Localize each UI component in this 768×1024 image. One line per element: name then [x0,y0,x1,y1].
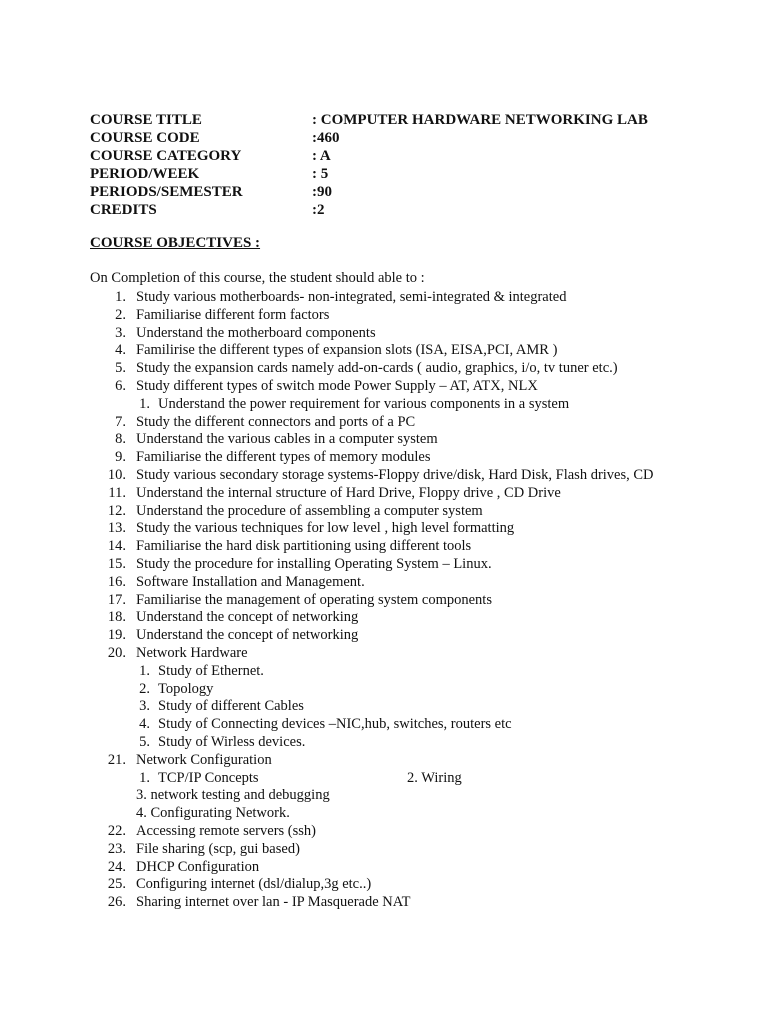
list-item [0,841,768,859]
item-text: TCP/IP Concepts [158,769,259,786]
item-number: 2. [139,680,150,697]
course-category-row [90,147,730,165]
item-number: 18. [107,609,126,626]
objectives-heading: COURSE OBJECTIVES : [90,235,261,251]
item-text: Network Configuration [136,751,272,768]
course-title-row [90,111,730,129]
item-number: 1. [115,289,126,305]
item-text: Familiarise the management of operating system components [136,591,492,608]
list-item [0,503,768,521]
course-category-label: COURSE CATEGORY [90,148,242,164]
list-item [0,627,768,645]
item-text: Study the procedure for installing Operating System – Linux. [136,555,492,572]
course-title-value: : COMPUTER HARDWARE NETWORKING LAB [312,112,648,128]
item-number: 13. [107,520,126,537]
item-text: Sharing internet over lan - IP Masquerade NAT [136,894,411,911]
item-number: 1. [139,769,150,786]
item-number: 11. [108,484,126,501]
item-text: Understand the motherboard components [136,324,376,341]
credits-label: CREDITS [90,202,157,218]
period-week-label: PERIOD/WEEK [90,166,200,182]
list-item [0,876,768,894]
item-number: 22. [107,822,126,839]
item-number: 6. [115,377,126,394]
item-text: Network Hardware [136,644,248,661]
item-number: 23. [107,840,126,857]
item-number: 12. [107,502,126,519]
item-text: 3. network testing and debugging [136,787,330,804]
list-item [0,520,768,538]
list-item [0,592,768,610]
item-number: 26. [107,894,126,911]
item-text: Understand the concept of networking [136,609,359,626]
objectives-list [0,289,768,912]
list-item [0,431,768,449]
course-info [90,111,730,219]
item-number: 4. [139,716,150,733]
list-item [0,414,768,432]
list-item [0,752,768,770]
credits-value: :2 [312,202,325,218]
item-number: 4. [115,342,126,359]
item-text: Study of Wirless devices. [158,733,306,750]
item-text: Study the various techniques for low level , high level formatting [136,520,515,537]
item-number: 3. [115,324,126,341]
item-text: Understand the procedure of assembling a computer system [136,502,483,519]
list-subitem [0,396,768,414]
item-text: Topology [158,680,214,697]
item-text: DHCP Configuration [136,858,260,875]
item-number: 16. [107,573,126,590]
list-subitem [0,716,768,734]
list-subitem [0,663,768,681]
period-week-row [90,165,730,183]
item-number: 21. [107,751,126,768]
list-item [0,289,768,307]
item-number: 20. [107,644,126,661]
list-item [0,645,768,663]
list-item [0,325,768,343]
item-text: Understand the concept of networking [136,627,359,644]
item-number: 5. [139,733,150,750]
item-text: File sharing (scp, gui based) [136,840,300,857]
list-item [0,823,768,841]
item-number: 1. [139,395,150,412]
period-week-value: : 5 [312,166,329,182]
item-number: 19. [107,627,126,644]
item-text: Accessing remote servers (ssh) [136,822,316,839]
item-number: 5. [115,360,126,377]
course-code-label: COURSE CODE [90,130,200,146]
item-number: 14. [107,538,126,555]
item-inline-text: 2. Wiring [407,769,462,786]
item-text: Study of different Cables [158,698,304,715]
item-text: Understand the power requirement for various components in a system [158,395,570,412]
item-text: Configuring internet (dsl/dialup,3g etc..) [136,876,372,893]
item-text: Understand the internal structure of Hard Drive, Floppy drive , CD Drive [136,484,561,501]
item-number: 1. [139,662,150,679]
item-text: Software Installation and Management. [136,573,365,590]
item-number: 17. [107,591,126,608]
course-category-value: : A [312,148,331,164]
item-number: 7. [115,413,126,430]
item-number: 10. [107,466,126,483]
list-item [0,538,768,556]
credits-row [90,201,730,219]
item-text: Familiarise the different types of memory modules [136,449,431,466]
list-item [0,556,768,574]
list-subitem [0,681,768,699]
list-subitem [0,734,768,752]
item-text: Understand the various cables in a computer system [136,431,438,448]
item-number: 2. [115,306,126,323]
item-number: 15. [107,555,126,572]
course-code-value: :460 [312,130,340,146]
course-title-label: COURSE TITLE [90,112,202,128]
item-text: Familiarise different form factors [136,306,330,323]
item-text: Study of Ethernet. [158,662,264,679]
item-number: 3. [139,698,150,715]
item-text: Study the expansion cards namely add-on-cards ( audio, graphics, i/o, tv tuner etc.) [136,360,618,377]
list-item [0,449,768,467]
item-number: 8. [115,431,126,448]
item-number: 25. [107,876,126,893]
list-item [0,609,768,627]
item-number: 9. [115,449,126,466]
list-item [0,859,768,877]
list-item [0,894,768,912]
periods-semester-row [90,183,730,201]
list-item [0,307,768,325]
item-text: Study various secondary storage systems-Floppy drive/disk, Hard Disk, Flash drives, CD [136,466,654,483]
list-item [0,342,768,360]
list-subitem [0,805,768,823]
list-item [0,378,768,396]
item-text: Study different types of switch mode Power Supply – AT, ATX, NLX [136,377,538,394]
objectives-intro: On Completion of this course, the student should able to : [90,270,425,286]
list-item [0,574,768,592]
periods-semester-value: :90 [312,184,332,200]
list-subitem [0,770,768,788]
item-text: Familirise the different types of expansion slots (ISA, EISA,PCI, AMR ) [136,342,558,359]
list-item [0,467,768,485]
item-text: Study various motherboards- non-integrated, semi-integrated & integrated [136,289,567,305]
list-item [0,360,768,378]
item-text: Study the different connectors and ports of a PC [136,413,416,430]
item-text: Familiarise the hard disk partitioning using different tools [136,538,472,555]
course-code-row [90,129,730,147]
list-subitem [0,698,768,716]
item-number: 24. [107,858,126,875]
item-text: 4. Configurating Network. [136,805,290,822]
item-text: Study of Connecting devices –NIC,hub, switches, routers etc [158,716,512,733]
periods-semester-label: PERIODS/SEMESTER [90,184,243,200]
list-subitem [0,787,768,805]
list-item [0,485,768,503]
